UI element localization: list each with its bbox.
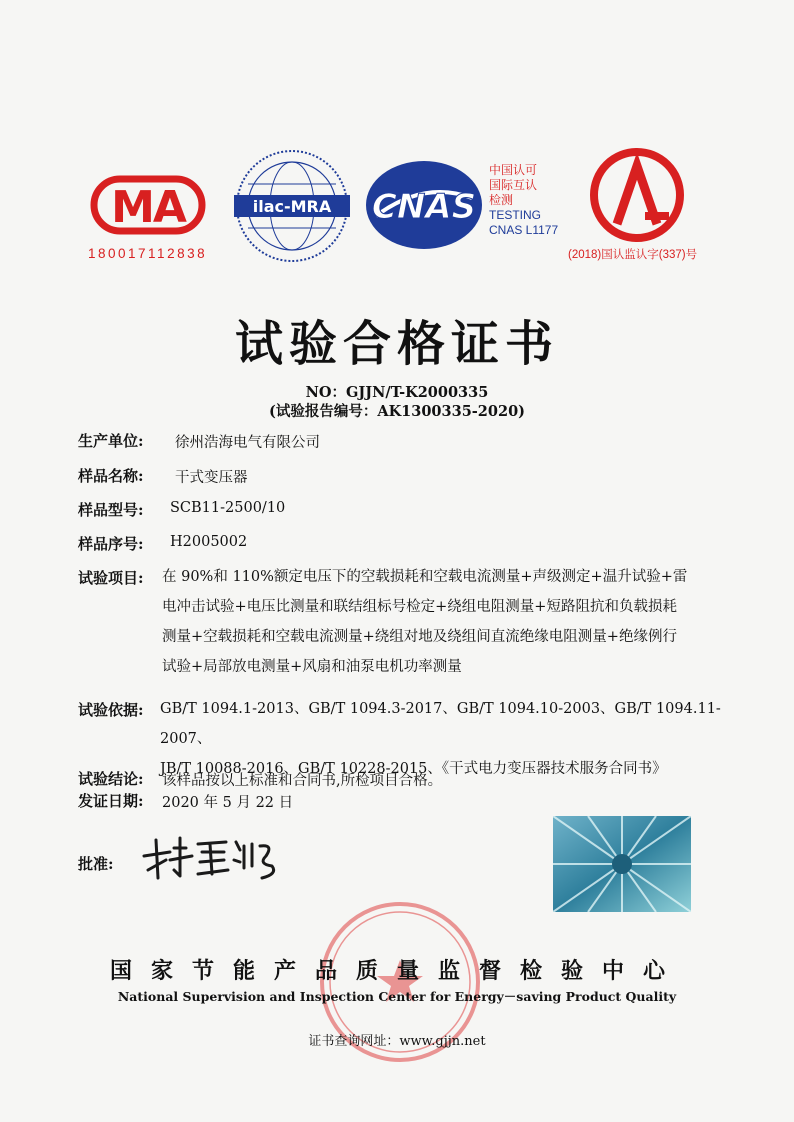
svg-text:CNAS: CNAS (371, 187, 477, 227)
hologram-icon (553, 816, 691, 912)
cma-mark-icon (86, 165, 210, 243)
svg-text:MA: MA (111, 182, 185, 233)
conclusion-label: 试验结论: (78, 770, 144, 788)
test-basis-line: JB/T 10088-2016、GB/T 10228-2015、《干式电力变压器技术服务合同书》 (160, 761, 667, 777)
cnas-line: 国际互认 (489, 178, 538, 192)
test-items-line: 在 90%和 110%额定电压下的空载损耗和空载电流测量+声级测定+温升试验+雷 (162, 569, 688, 585)
signature (140, 830, 280, 888)
svg-text:ilac-MRA: ilac-MRA (252, 197, 332, 216)
test-items-line: 试验+局部放电测量+风扇和油泵电机功率测量 (162, 659, 462, 675)
test-items-line: 电冲击试验+电压比测量和联结组标号检定+绕组电阻测量+短路阻抗和负载损耗 (162, 599, 677, 615)
sample-model-label: 样品型号: (78, 501, 144, 519)
organization-name-en: National Supervision and Inspection Center for Energy－saving Product Quality (117, 989, 677, 1004)
test-basis-label: 试验依据: (78, 701, 144, 719)
cnas-line: CNAS L1177 (489, 223, 559, 237)
cal-logo (583, 146, 691, 244)
certificate-title: 试验合格证书 (234, 316, 559, 372)
producer-value: 徐州浩海电气有限公司 (175, 435, 320, 451)
cal-caption: (2018)国认监认字(337)号 (568, 249, 698, 261)
producer-label: 生产单位: (78, 432, 144, 450)
cnas-logo (362, 158, 486, 252)
handwritten-signature-icon (140, 830, 280, 888)
test-items-label: 试验项目: (78, 569, 144, 587)
cnas-line: TESTING (489, 208, 542, 222)
test-basis-line: GB/T 1094.1-2013、GB/T 1094.3-2017、GB/T 1094.10-2003、GB/T 1094.11-2007、 (160, 701, 721, 747)
sample-serial-value: H2005002 (170, 534, 248, 550)
sample-serial-label: 样品序号: (78, 535, 144, 553)
ilac-mra-logo (232, 148, 352, 266)
cnas-line: 中国认可 (489, 163, 538, 177)
query-url: 证书查询网址：www.gjjn.net (308, 1034, 486, 1049)
cal-mark-icon (583, 146, 691, 244)
test-items-value (162, 562, 732, 682)
approval-label: 批准: (78, 855, 114, 873)
sample-model-value: SCB11-2500/10 (170, 500, 286, 516)
sample-name-label: 样品名称: (78, 467, 144, 485)
cma-number: 180017112838 (88, 246, 208, 261)
sample-name-value: 干式变压器 (175, 470, 248, 486)
test-items-line: 测量+空载损耗和空载电流测量+绕组对地及绕组间直流绝缘电阻测量+绝缘例行 (162, 629, 677, 645)
issue-date-value: 2020 年 5 月 22 日 (162, 795, 294, 811)
cnas-mark-icon (362, 158, 486, 252)
cnas-side-text (489, 163, 558, 238)
conclusion-value: 该样品按以上标准和合同书,所检项目合格。 (162, 773, 443, 789)
hologram-sticker (553, 816, 691, 912)
report-number: (试验报告编号：AK1300335-2020) (268, 403, 526, 420)
organization-name-cn: 国家节能产品质量监督检验中心 (109, 959, 684, 984)
cma-logo (86, 165, 210, 243)
issue-date-label: 发证日期: (78, 792, 144, 810)
ilac-globe-icon (232, 148, 352, 266)
certificate-number: NO：GJJN/T-K2000335 (305, 384, 489, 401)
cnas-line: 检测 (489, 193, 514, 207)
